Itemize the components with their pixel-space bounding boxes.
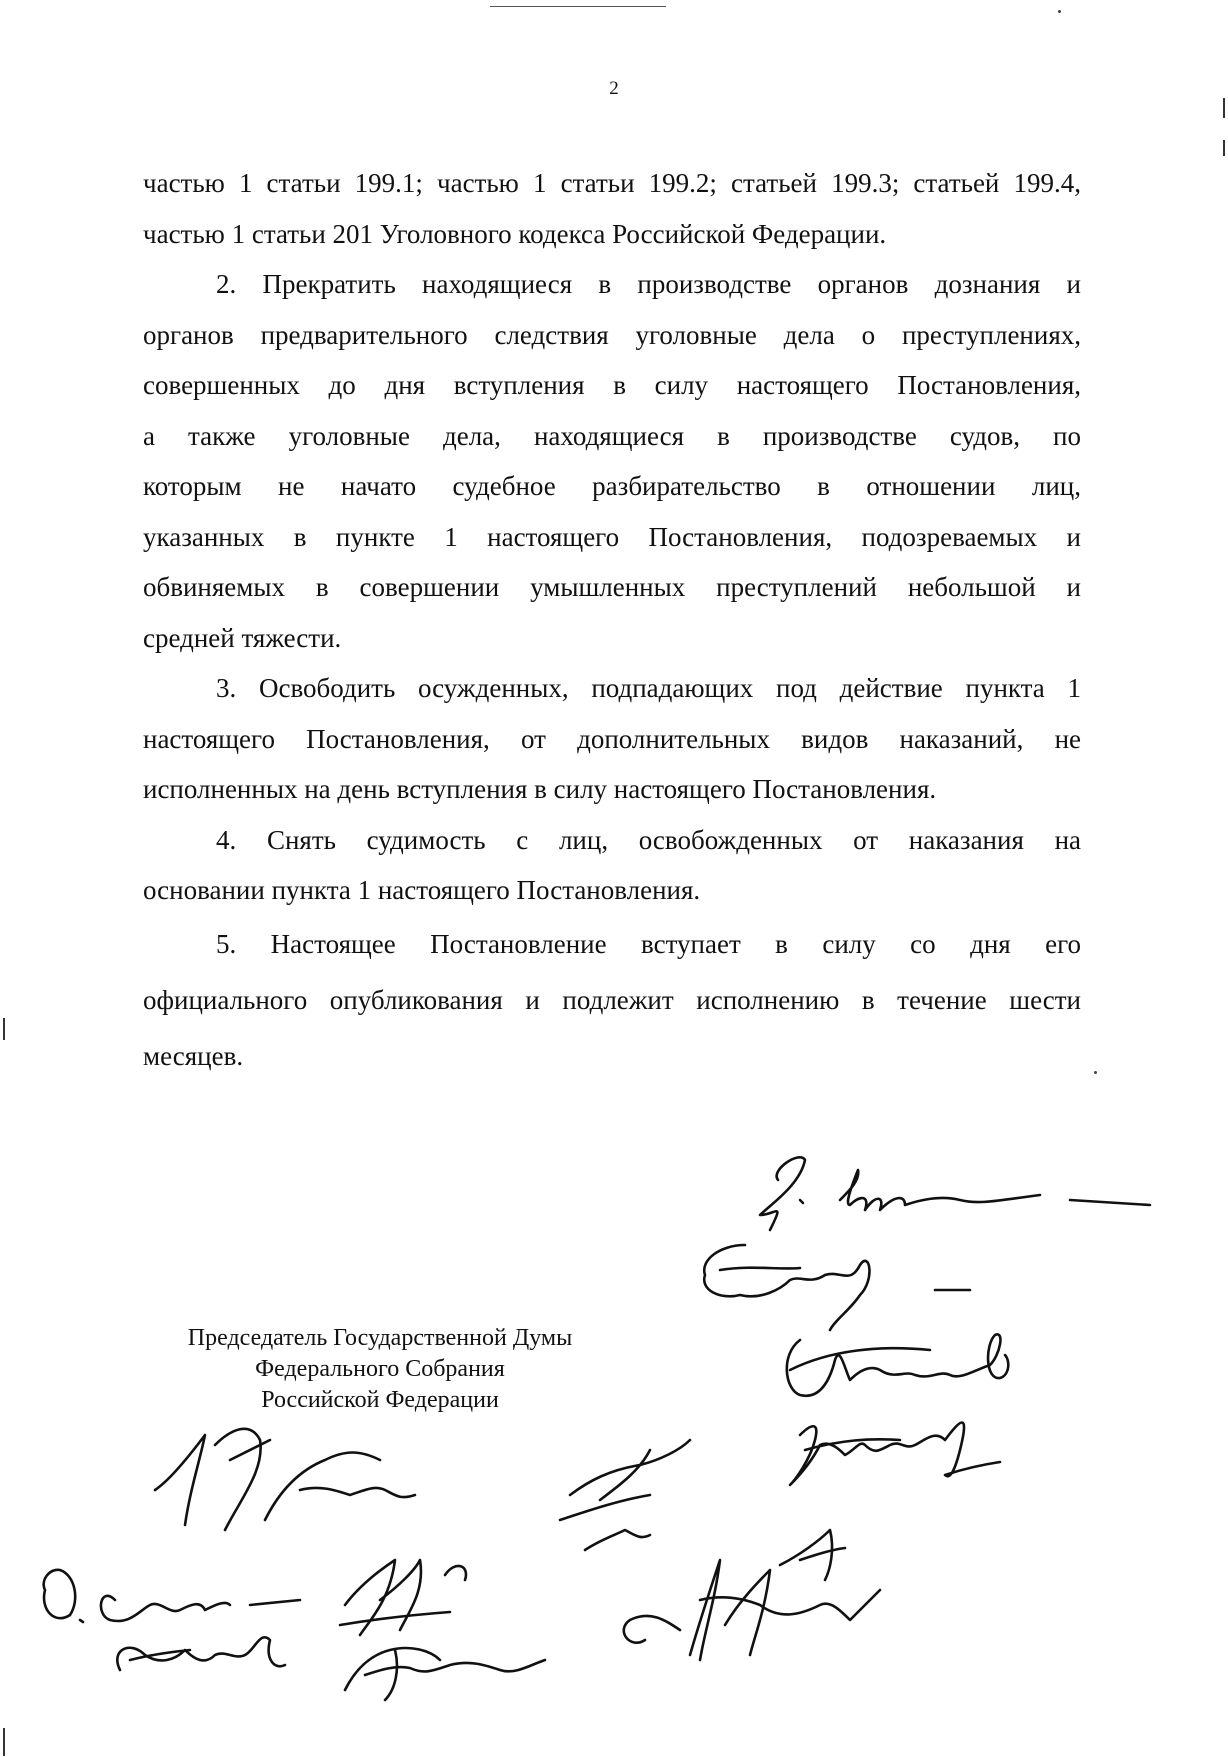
scan-edge-mark	[1223, 98, 1225, 118]
signature-7	[44, 1570, 300, 1622]
text-line: 3. Освободить осужденных, подпадающих под действие пункта 1	[216, 673, 1081, 703]
scan-edge-mark	[1223, 140, 1225, 156]
text-line: указанных в пункте 1 настоящего Постановления, подозреваемых и	[143, 521, 1081, 552]
signature-4	[790, 1423, 1000, 1486]
signature-10	[117, 1637, 285, 1670]
text-line: месяцев.	[143, 1040, 244, 1071]
signatory-title-line: Российской Федерации	[261, 1387, 499, 1413]
scan-artifact-dot	[1058, 10, 1061, 13]
signatory-title-line: Федерального Собрания	[255, 1356, 505, 1382]
paragraph-3	[143, 663, 1081, 815]
signature-5	[155, 1429, 415, 1530]
signature-6	[560, 1440, 690, 1550]
text-line: совершенных до дня вступления в силу настоящего Постановления,	[143, 370, 1081, 400]
signature-1	[760, 1157, 1150, 1230]
paragraph-2	[143, 259, 1081, 663]
text-line: настоящего Постановления, от дополнительных видов наказаний, не	[143, 723, 1081, 754]
paragraph-1	[143, 158, 1081, 259]
text-line: основании пункта 1 настоящего Постановления.	[143, 875, 701, 905]
signature-11	[345, 1648, 545, 1700]
text-line: которым не начато судебное разбирательство в отношении лиц,	[143, 471, 1081, 501]
signatory-title-line: Председатель Государственной Думы	[187, 1325, 573, 1351]
document-body	[143, 158, 1081, 1084]
paragraph-5	[143, 916, 1081, 1084]
scan-edge-mark	[3, 1728, 5, 1756]
signatory-title	[140, 1323, 620, 1416]
page-number: 2	[609, 78, 619, 99]
text-line: исполненных на день вступления в силу настоящего Постановления.	[143, 774, 937, 804]
scan-edge-mark	[3, 1018, 5, 1040]
text-line: официального опубликования и подлежит исполнению в течение шести	[143, 984, 1081, 1015]
text-line: частью 1 статьи 199.1; частью 1 статьи 199.2; статьей 199.3; статьей 199.4,	[143, 168, 1081, 198]
text-line: 4. Снять судимость с лиц, освобожденных от наказания на	[216, 824, 1081, 855]
signature-8	[340, 1560, 466, 1635]
signature-3	[787, 1334, 1008, 1395]
text-line: частью 1 статьи 201 Уголовного кодекса Российской Федерации.	[143, 218, 887, 249]
text-line: 2. Прекратить находящиеся в производстве органов дознания и	[216, 269, 1081, 299]
text-line: органов предварительного следствия уголовные дела о преступлениях,	[143, 319, 1081, 350]
scan-artifact-line	[490, 6, 666, 7]
text-line: средней тяжести.	[143, 622, 342, 653]
text-line: а также уголовные дела, находящиеся в производстве судов, по	[143, 420, 1081, 451]
paragraph-4	[143, 815, 1081, 916]
text-line: обвиняемых в совершении умышленных преступлений небольшой и	[143, 572, 1081, 602]
scan-artifact-dot	[1094, 1071, 1097, 1074]
signature-2	[704, 1245, 970, 1330]
signature-9	[624, 1530, 880, 1660]
text-line: 5. Настоящее Постановление вступает в силу со дня его	[216, 928, 1081, 959]
